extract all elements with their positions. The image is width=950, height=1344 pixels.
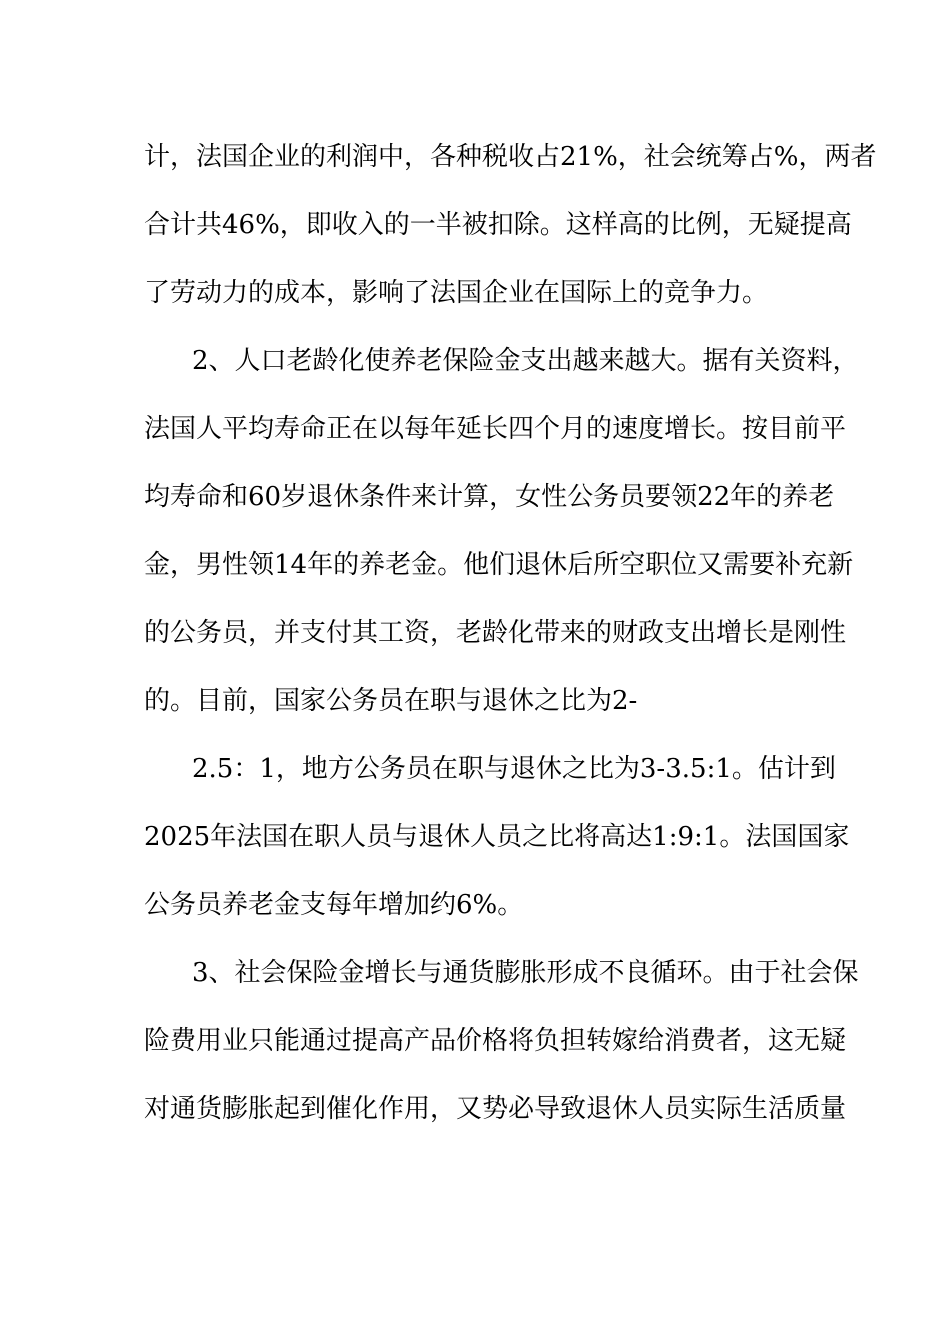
paragraph-3-start: 3、社会保险金增长与通货膨胀形成不良循环。由于社会保 xyxy=(192,958,859,988)
text-line: 公务员养老金支每年增加约6%。 xyxy=(144,890,524,920)
paragraph-continuation-start: 2.5：1，地方公务员在职与退休之比为3-3.5:1。估计到 xyxy=(192,754,836,784)
text-line: 对通货膨胀起到催化作用，又势必导致退休人员实际生活质量 xyxy=(144,1094,847,1124)
text-line: 计，法国企业的利润中，各种税收占21%，社会统筹占%，两者 xyxy=(144,142,877,172)
text-line: 了劳动力的成本，影响了法国企业在国际上的竞争力。 xyxy=(144,278,769,308)
text-line: 的公务员，并支付其工资，老龄化带来的财政支出增长是刚性 xyxy=(144,618,847,648)
text-line: 均寿命和60岁退休条件来计算，女性公务员要领22年的养老 xyxy=(144,482,835,512)
text-line: 2025年法国在职人员与退休人员之比将高达1:9:1。法国国家 xyxy=(144,822,850,852)
text-line: 法国人平均寿命正在以每年延长四个月的速度增长。按目前平 xyxy=(144,414,847,444)
text-line: 合计共46%，即收入的一半被扣除。这样高的比例，无疑提高 xyxy=(144,210,852,240)
paragraph-2-start: 2、人口老龄化使养老保险金支出越来越大。据有关资料， xyxy=(192,346,859,376)
text-line: 险费用业只能通过提高产品价格将负担转嫁给消费者，这无疑 xyxy=(144,1026,847,1056)
text-line: 金，男性领14年的养老金。他们退休后所空职位又需要补充新 xyxy=(144,550,854,580)
text-line: 的。目前，国家公务员在职与退休之比为2- xyxy=(144,686,638,716)
